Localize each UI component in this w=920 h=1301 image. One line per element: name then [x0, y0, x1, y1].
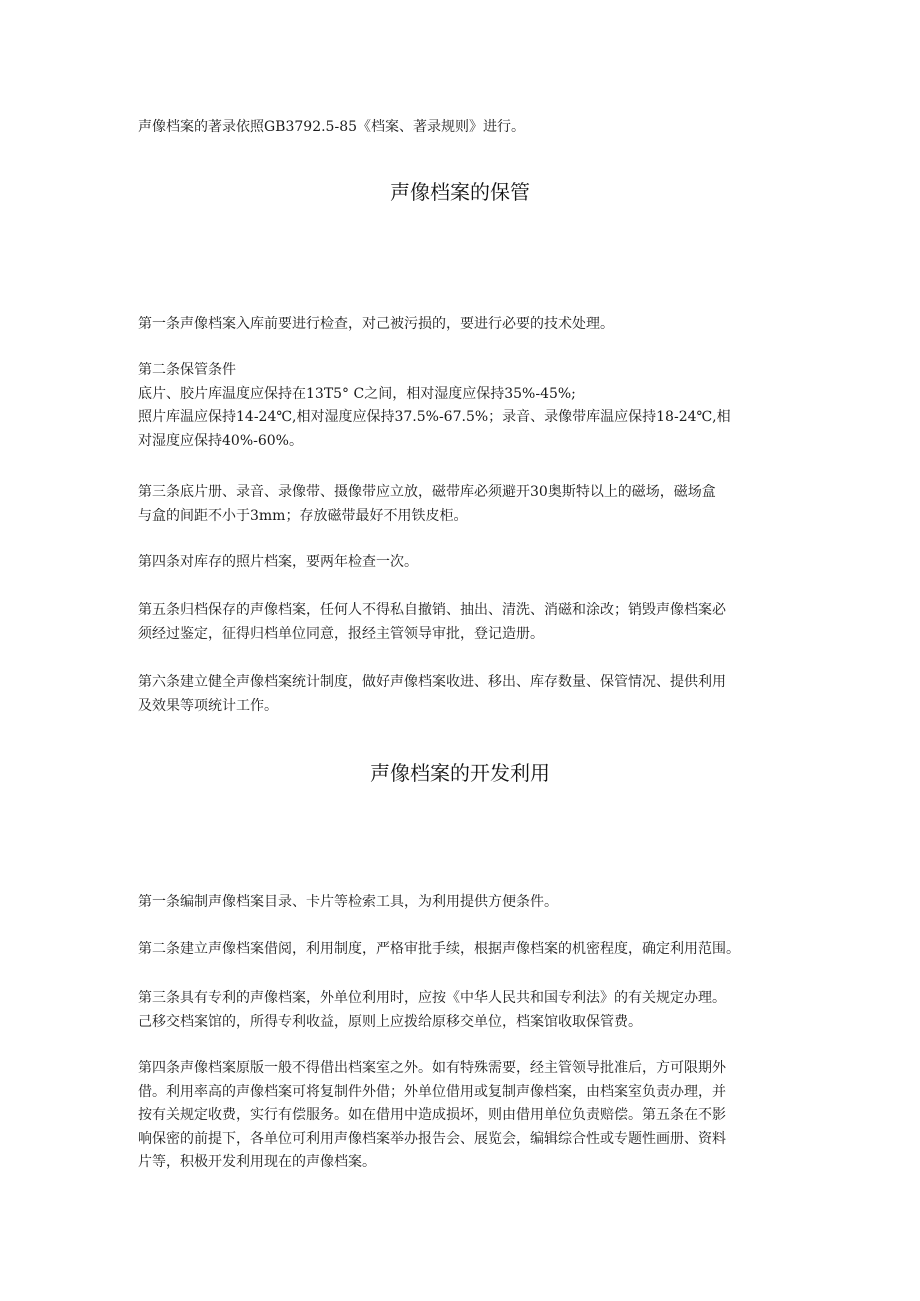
- storage-article-6: 第六条建立健全声像档案统计制度，做好声像档案收进、移出、库存数量、保管情况、提供利用 及效果等项统计工作。: [138, 674, 726, 714]
- utilization-article-2: 第二条建立声像档案借阅，利用制度，严格审批手续，根据声像档案的机密程度，确定利用范围。: [138, 941, 740, 957]
- utilization-article-1: 第一条编制声像档案目录、卡片等检索工具，为利用提供方便条件。: [138, 894, 558, 910]
- storage-article-3: 第三条底片册、录音、录像带、摄像带应立放，磁带库必须避开30奥斯特以上的磁场，磁场盒 与盒的间距不小于3mm；存放磁带最好不用铁皮柜。: [138, 484, 716, 524]
- storage-article-4: 第四条对库存的照片档案，要两年检查一次。: [138, 554, 418, 570]
- storage-article-2: 第二条保管条件 底片、胶片库温度应保持在13T5° C之间，相对湿度应保持35%-45%; 照片库温应保持14-24℃,相对湿度应保持37.5%-67.5%；录音、录像带库温应保持18-24℃,相 对湿度应保持40%-60%。: [138, 362, 731, 449]
- section-heading-utilization: 声像档案的开发利用: [370, 761, 550, 785]
- utilization-article-3: 第三条具有专利的声像档案，外单位利用时，应按《中华人民共和国专利法》的有关规定办理。 己移交档案馆的，所得专利收益，原则上应拨给原移交单位，档案馆收取保管费。: [138, 990, 726, 1030]
- storage-article-5: 第五条归档保存的声像档案，任何人不得私自撤销、抽出、清洗、消磁和涂改；销毁声像档案必 须经过鉴定，征得归档单位同意，报经主管领导审批，登记造册。: [138, 602, 726, 642]
- intro-paragraph: [138, 116, 790, 140]
- section-heading-storage: 声像档案的保管: [390, 180, 530, 204]
- utilization-article-4: 第四条声像档案原版一般不得借出档案室之外。如有特殊需要，经主管领导批准后，方可限期外 借。利用率高的声像档案可将复制件外借；外单位借用或复制声像档案，由档案室负责办理，并 按有关规定收费，实行有偿服务。如在借用中造成损坏，则由借用单位负责赔偿。第五条在不影 响保密的前提下，各单位可利用声像档案举办报告会、展览会，编辑综合性或专题性画册、资料 片等，积极开发利用现在的声像档案。: [138, 1060, 726, 1170]
- intro-line: 声像档案的著录依照GB3792.5-85《档案、著录规则》进行。: [138, 119, 526, 135]
- storage-article-1: 第一条声像档案入库前要进行检查，对己被污损的，要进行必要的技术处理。: [138, 316, 614, 332]
